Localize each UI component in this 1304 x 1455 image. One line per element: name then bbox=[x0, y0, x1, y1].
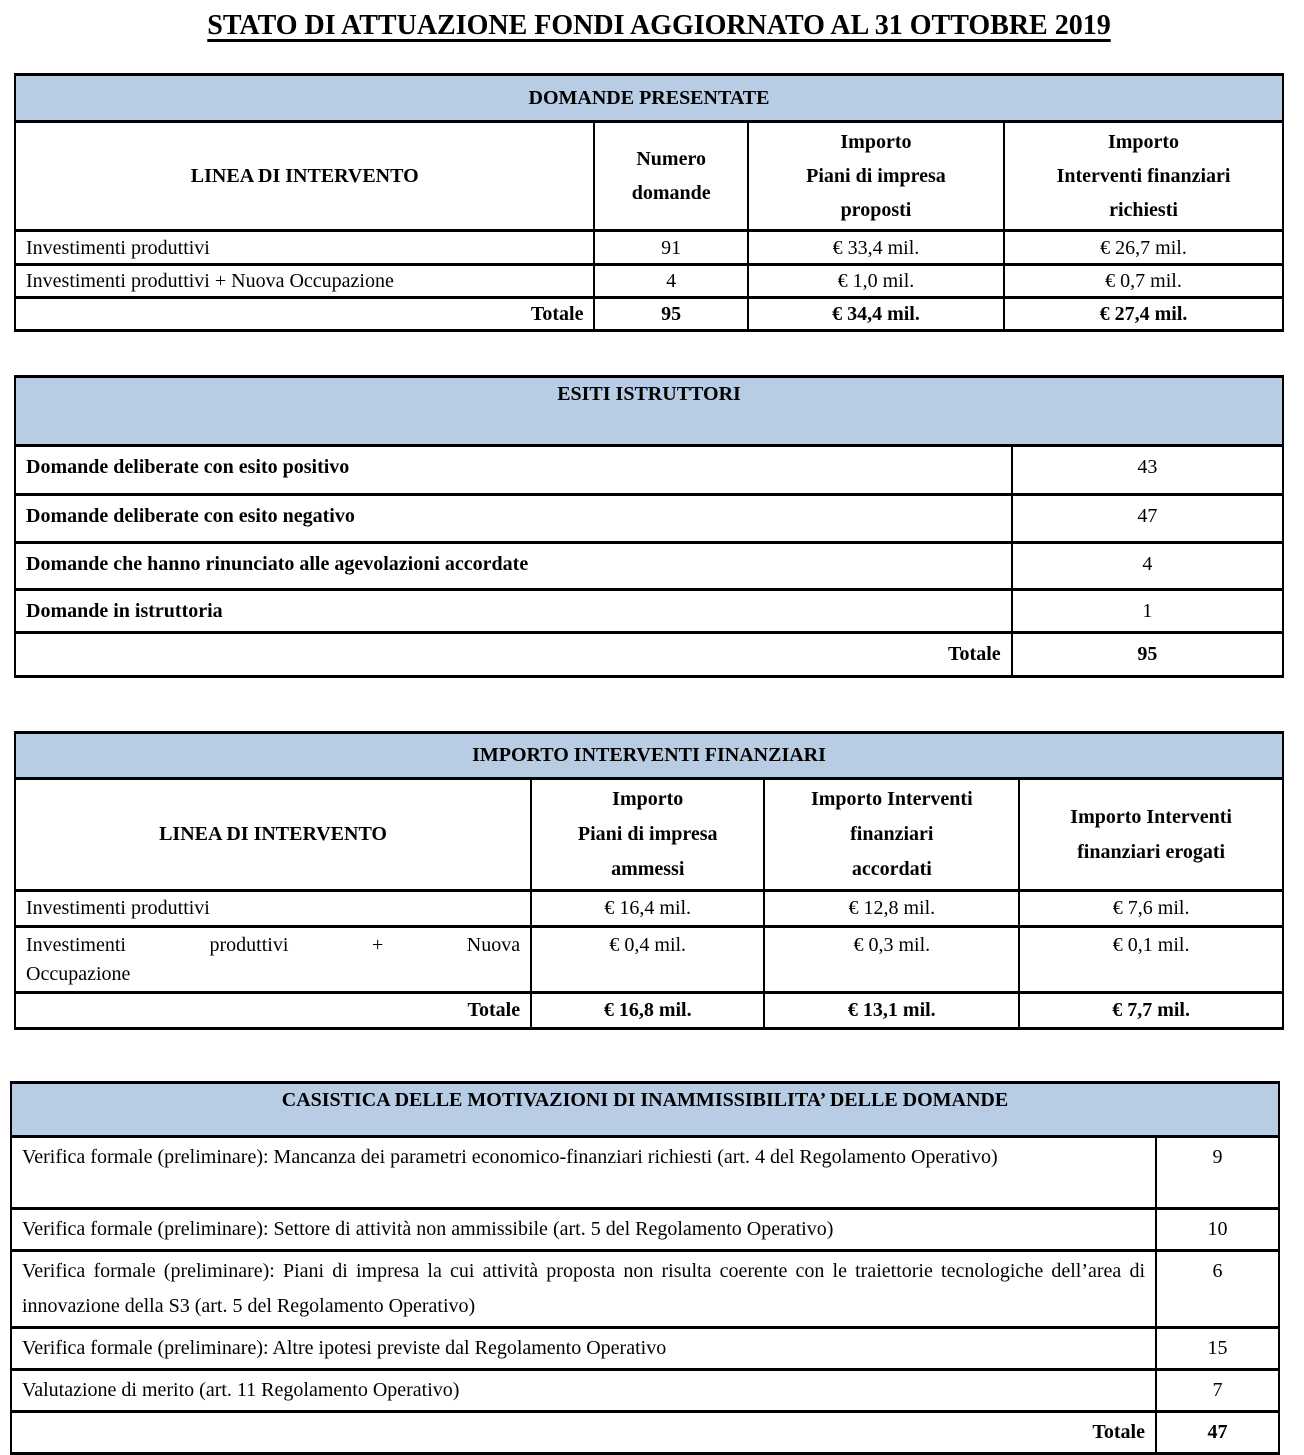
table-row bbox=[15, 495, 1283, 543]
total-label: Totale bbox=[15, 993, 531, 1029]
cell-value: 15 bbox=[1156, 1328, 1279, 1370]
cell-label: Verifica formale (preliminare): Settore di attività non ammissibile (art. 5 del Regolamento Operativo) bbox=[11, 1209, 1156, 1251]
table-row bbox=[11, 1328, 1279, 1370]
total-importo-accordati: € 13,1 mil. bbox=[764, 993, 1019, 1029]
total-row bbox=[15, 298, 1283, 331]
table-row bbox=[15, 891, 1283, 927]
cell-label: Investimenti produttivi bbox=[15, 891, 531, 927]
total-label: Totale bbox=[15, 298, 594, 331]
cell-importo-piani: € 33,4 mil. bbox=[748, 231, 1004, 265]
column-header-linea-di-intervento: LINEA DI INTERVENTO bbox=[15, 122, 594, 231]
cell-label: Verifica formale (preliminare): Mancanza dei parametri economico-finanziari richiesti (art. 4 del Regolamento Operativo) bbox=[11, 1137, 1156, 1209]
cell-importo-interventi: € 26,7 mil. bbox=[1004, 231, 1283, 265]
column-header-importo-piani-proposti: Importo Piani di impresa proposti bbox=[748, 122, 1004, 231]
table-row bbox=[15, 927, 1283, 993]
total-row bbox=[15, 993, 1283, 1029]
total-value: 47 bbox=[1156, 1412, 1279, 1454]
cell-importo-ammessi: € 0,4 mil. bbox=[531, 927, 764, 993]
cell-label: Domande deliberate con esito positivo bbox=[15, 446, 1012, 495]
column-header-numero-domande: Numero domande bbox=[594, 122, 747, 231]
table-row bbox=[15, 231, 1283, 265]
cell-numero-domande: 91 bbox=[594, 231, 747, 265]
table-domande-presentate bbox=[14, 73, 1284, 332]
total-value: 95 bbox=[1012, 633, 1283, 677]
table-esiti-istruttori bbox=[14, 375, 1284, 678]
cell-importo-accordati: € 0,3 mil. bbox=[764, 927, 1019, 993]
column-header-row bbox=[15, 779, 1283, 891]
table-title-casistica: CASISTICA DELLE MOTIVAZIONI DI INAMMISSIBILITA’ DELLE DOMANDE bbox=[11, 1083, 1279, 1137]
cell-value: 43 bbox=[1012, 446, 1283, 495]
table-importo-interventi-finanziari bbox=[14, 731, 1284, 1030]
cell-label: Verifica formale (preliminare): Altre ipotesi previste dal Regolamento Operativo bbox=[11, 1328, 1156, 1370]
total-importo-ammessi: € 16,8 mil. bbox=[531, 993, 764, 1029]
cell-importo-accordati: € 12,8 mil. bbox=[764, 891, 1019, 927]
column-header-importo-accordati: Importo Interventi finanziari accordati bbox=[764, 779, 1019, 891]
table-row bbox=[11, 1209, 1279, 1251]
table-row bbox=[15, 590, 1283, 633]
table-title-esiti-istruttori: ESITI ISTRUTTORI bbox=[15, 377, 1283, 446]
column-header-importo-interventi-richiesti: Importo Interventi finanziari richiesti bbox=[1004, 122, 1283, 231]
table-title-row bbox=[15, 75, 1283, 122]
total-importo-erogati: € 7,7 mil. bbox=[1019, 993, 1283, 1029]
cell-value: 9 bbox=[1156, 1137, 1279, 1209]
total-importo-interventi: € 27,4 mil. bbox=[1004, 298, 1283, 331]
table-row bbox=[11, 1137, 1279, 1209]
cell-label: Investimenti produttivi + Nuova Occupazione bbox=[15, 265, 594, 298]
cell-value: 1 bbox=[1012, 590, 1283, 633]
cell-importo-ammessi: € 16,4 mil. bbox=[531, 891, 764, 927]
total-label: Totale bbox=[11, 1412, 1156, 1454]
cell-numero-domande: 4 bbox=[594, 265, 747, 298]
total-numero-domande: 95 bbox=[594, 298, 747, 331]
cell-label: Valutazione di merito (art. 11 Regolamento Operativo) bbox=[11, 1370, 1156, 1412]
total-label: Totale bbox=[15, 633, 1012, 677]
total-row bbox=[15, 633, 1283, 677]
table-row bbox=[15, 446, 1283, 495]
table-row bbox=[15, 265, 1283, 298]
table-title-importo-interventi: IMPORTO INTERVENTI FINANZIARI bbox=[15, 733, 1283, 779]
cell-label: Investimenti produttivi bbox=[15, 231, 594, 265]
table-title-row bbox=[11, 1083, 1279, 1137]
column-header-row bbox=[15, 122, 1283, 231]
table-title-row bbox=[15, 733, 1283, 779]
document-title: STATO DI ATTUAZIONE FONDI AGGIORNATO AL 31 OTTOBRE 2019 bbox=[207, 10, 1111, 41]
cell-label: Investimenti produttivi + Nuova Occupazione bbox=[15, 927, 531, 993]
cell-value: 6 bbox=[1156, 1251, 1279, 1328]
cell-label: Domande che hanno rinunciato alle agevolazioni accordate bbox=[15, 543, 1012, 590]
table-casistica-inammissibilita bbox=[10, 1081, 1280, 1455]
table-row bbox=[11, 1370, 1279, 1412]
cell-importo-erogati: € 0,1 mil. bbox=[1019, 927, 1283, 993]
column-header-linea-di-intervento: LINEA DI INTERVENTO bbox=[15, 779, 531, 891]
cell-importo-erogati: € 7,6 mil. bbox=[1019, 891, 1283, 927]
cell-importo-interventi: € 0,7 mil. bbox=[1004, 265, 1283, 298]
table-title-domande-presentate: DOMANDE PRESENTATE bbox=[15, 75, 1283, 122]
cell-label: Domande in istruttoria bbox=[15, 590, 1012, 633]
total-importo-piani: € 34,4 mil. bbox=[748, 298, 1004, 331]
cell-importo-piani: € 1,0 mil. bbox=[748, 265, 1004, 298]
cell-value: 47 bbox=[1012, 495, 1283, 543]
cell-label: Domande deliberate con esito negativo bbox=[15, 495, 1012, 543]
cell-value: 10 bbox=[1156, 1209, 1279, 1251]
table-row bbox=[11, 1251, 1279, 1328]
table-row bbox=[15, 543, 1283, 590]
column-header-importo-erogati: Importo Interventi finanziari erogati bbox=[1019, 779, 1283, 891]
cell-value: 7 bbox=[1156, 1370, 1279, 1412]
column-header-importo-piani-ammessi: Importo Piani di impresa ammessi bbox=[531, 779, 764, 891]
cell-label: Verifica formale (preliminare): Piani di impresa la cui attività proposta non risulta coerente con le traiettorie tecnologiche dell’area di innovazione della S3 (art. 5 del Regolamento Operativo) bbox=[11, 1251, 1156, 1328]
cell-value: 4 bbox=[1012, 543, 1283, 590]
total-row bbox=[11, 1412, 1279, 1454]
table-title-row bbox=[15, 377, 1283, 446]
